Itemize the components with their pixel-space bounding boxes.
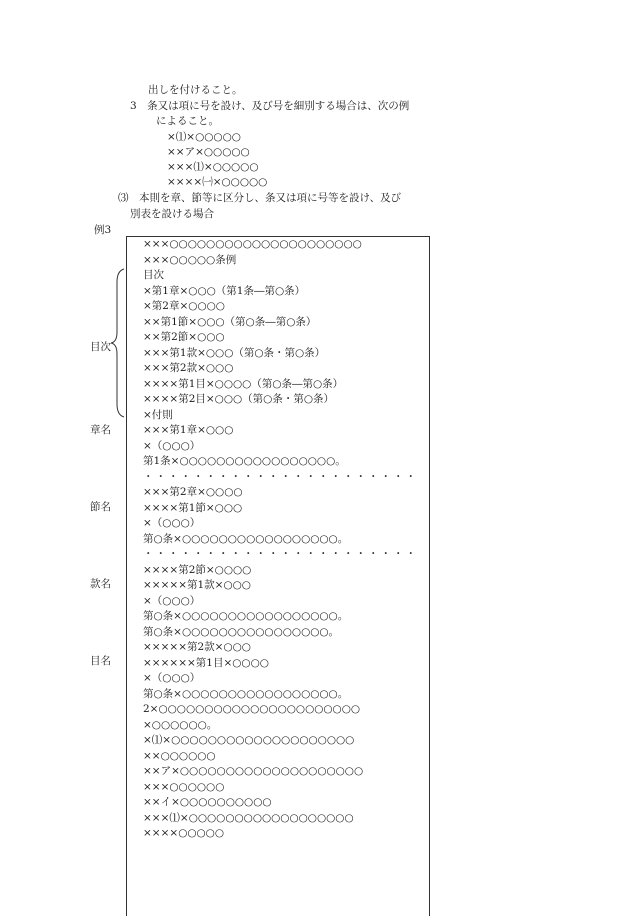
- side-label-mokumei: 目名: [90, 655, 111, 667]
- side-label-kanmei: 款名: [90, 578, 111, 590]
- example-box-line: ×（○○○）: [143, 672, 201, 684]
- example-box-line: ×○○○○○○。: [143, 718, 218, 731]
- example-box-line: ×××××第1款×○○○: [143, 579, 251, 591]
- example-box-line: ××××○○○○○: [143, 827, 225, 839]
- example-box-line: ×付則: [143, 408, 173, 421]
- example-line-1: ×⑴×○○○○○: [167, 131, 241, 143]
- example-box-line: ×××⑴×○○○○○○○○○○○○○○○○○○: [143, 811, 354, 824]
- example-box-line: ××イ×○○○○○○○○○○: [143, 796, 272, 808]
- example-box-line: 目次: [143, 269, 164, 281]
- example-box-line: 第○条×○○○○○○○○○○○○○○○○。: [143, 625, 340, 638]
- example-box-line: ××××第2節×○○○○: [143, 563, 252, 576]
- example-box-line: ××××第1目×○○○○（第○条―第○条）: [143, 377, 344, 390]
- example-box-line: ××ア×○○○○○○○○○○○○○○○○○○○○: [143, 765, 364, 777]
- example-box-line: 第○条×○○○○○○○○○○○○○○○○○。: [143, 532, 349, 545]
- section-3-text-line2: 別表を設ける場合: [130, 208, 214, 220]
- example-box-line: ××××××第1目×○○○○: [143, 656, 269, 669]
- example-box-line: ×××第1章×○○○: [143, 424, 234, 436]
- item-3-text-line2: によること。: [156, 115, 219, 127]
- example-box-line: 第1条×○○○○○○○○○○○○○○○○○。: [143, 455, 346, 467]
- side-label-shoumei: 章名: [90, 424, 111, 436]
- example-box-line: ×××第1款×○○○（第○条・第○条）: [143, 346, 326, 359]
- example-line-2: ××ア×○○○○○: [167, 146, 250, 158]
- example-box-line: ××第2節×○○○: [143, 331, 225, 343]
- example-box-line: ×第1章×○○○（第1条―第○条）: [143, 284, 306, 297]
- item-3-text-line1: 3 条又は項に号を設け、及び号を細別する場合は、次の例: [130, 100, 410, 112]
- example-box-line: ××第1節×○○○（第○条―第○条）: [143, 315, 317, 328]
- side-label-setsumei: 節名: [90, 501, 111, 513]
- example-box-line: ×××××第2款×○○○: [143, 641, 251, 653]
- ellipsis-separator: ・・・・・・・・・・・・・・・・・・・・・・: [143, 470, 418, 483]
- example-box-line: 第○条×○○○○○○○○○○○○○○○○○。: [143, 610, 349, 622]
- ellipsis-separator: ・・・・・・・・・・・・・・・・・・・・・・: [143, 548, 418, 560]
- example-box-line: ×××○○○○○条例: [143, 253, 237, 266]
- example-box-line: ××××第1節×○○○: [143, 501, 243, 514]
- example-box-line: ×（○○○）: [143, 594, 201, 607]
- example-box-line: ×第2章×○○○○: [143, 300, 225, 312]
- table-of-contents-brace: [108, 268, 126, 418]
- continued-text-line: 出しを付けること。: [148, 84, 243, 96]
- example-box-line: ×××○○○○○○○○○○○○○○○○○○○○○: [143, 238, 362, 250]
- example-box-line: ×⑴×○○○○○○○○○○○○○○○○○○○○: [143, 734, 355, 746]
- example-line-3: ×××⑴×○○○○○: [167, 161, 259, 173]
- example-box-line: ×（○○○）: [143, 517, 201, 529]
- section-3-text-line1: ⑶ 本則を章、節等に区分し、条又は項に号等を設け、及び: [118, 192, 402, 204]
- example-box-line: ×××○○○○○○: [143, 780, 225, 793]
- example-box-line: ×××第2章×○○○○: [143, 486, 243, 498]
- example-box-line: ×××第2款×○○○: [143, 362, 234, 374]
- example-box-line: 第○条×○○○○○○○○○○○○○○○○○。: [143, 687, 349, 700]
- example-box-line: ××○○○○○○: [143, 749, 216, 762]
- example-label: 例3: [94, 224, 112, 236]
- example-box-line: ××××第2目×○○○（第○条・第○条）: [143, 393, 334, 405]
- example-line-4: ××××㈠×○○○○○: [167, 176, 268, 188]
- side-label-mokuji: 目次: [90, 341, 111, 353]
- example-box-line: ×（○○○）: [143, 439, 201, 452]
- example-box-line: 2×○○○○○○○○○○○○○○○○○○○○○○: [143, 703, 361, 715]
